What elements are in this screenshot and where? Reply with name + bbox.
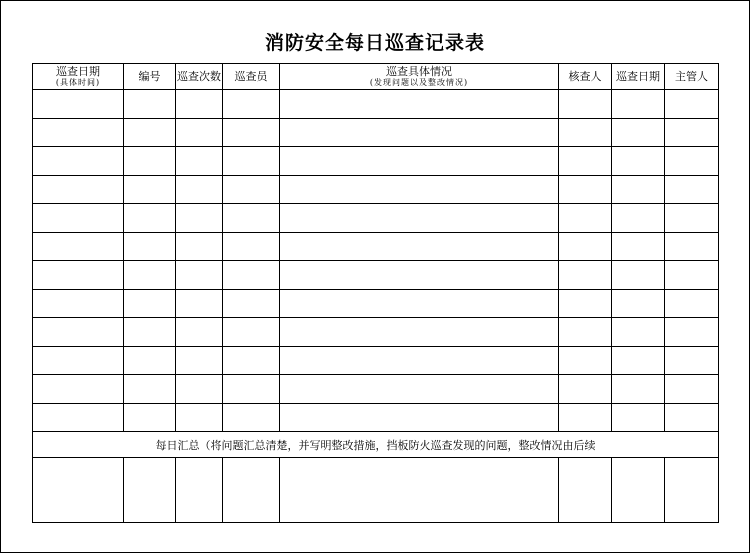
col-header-verifier: 核查人 [559,64,612,90]
table-cell[interactable] [176,403,223,432]
table-cell[interactable] [33,118,124,147]
table-cell[interactable] [124,90,176,119]
table-cell[interactable] [223,375,280,404]
table-cell[interactable] [124,204,176,233]
summary-entry-cell[interactable] [223,458,280,523]
table-cell[interactable] [280,90,559,119]
table-cell[interactable] [223,90,280,119]
table-cell[interactable] [223,204,280,233]
table-cell[interactable] [280,204,559,233]
summary-entry-cell[interactable] [665,458,719,523]
table-cell[interactable] [33,204,124,233]
table-row [33,118,719,147]
table-cell[interactable] [124,403,176,432]
summary-entry-cell[interactable] [176,458,223,523]
table-cell[interactable] [612,261,665,290]
table-cell[interactable] [176,204,223,233]
table-row [33,90,719,119]
table-cell[interactable] [280,346,559,375]
table-cell[interactable] [280,261,559,290]
table-cell[interactable] [33,175,124,204]
table-cell[interactable] [280,175,559,204]
table-cell[interactable] [223,118,280,147]
col-header-patrol-date-2: 巡查日期 [612,64,665,90]
col-header-inspector: 巡查员 [223,64,280,90]
table-row [33,318,719,347]
table-cell[interactable] [280,289,559,318]
table-cell[interactable] [665,289,719,318]
col-header-details: 巡查具体情况 (发现问题以及整改情况) [280,64,559,90]
summary-row [33,432,719,458]
table-cell[interactable] [223,232,280,261]
col-header-number: 编号 [124,64,176,90]
table-cell[interactable] [33,90,124,119]
table-cell[interactable] [223,175,280,204]
table-cell[interactable] [612,375,665,404]
record-body [33,90,719,432]
table-cell[interactable] [559,403,612,432]
table-cell[interactable] [176,118,223,147]
table-cell[interactable] [665,90,719,119]
table-row [33,175,719,204]
table-cell[interactable] [665,261,719,290]
summary-entry-row [33,458,719,523]
table-cell[interactable] [176,232,223,261]
table-cell[interactable] [124,175,176,204]
table-cell[interactable] [559,318,612,347]
table-cell[interactable] [223,318,280,347]
table-cell[interactable] [612,318,665,347]
table-cell[interactable] [33,403,124,432]
table-cell[interactable] [280,147,559,176]
table-cell[interactable] [612,90,665,119]
table-cell[interactable] [124,261,176,290]
col-header-supervisor: 主管人 [665,64,719,90]
table-cell[interactable] [665,118,719,147]
table-cell[interactable] [612,204,665,233]
table-cell[interactable] [33,147,124,176]
table-cell[interactable] [612,118,665,147]
table-cell[interactable] [665,175,719,204]
summary-entry-cell[interactable] [33,458,124,523]
table-cell[interactable] [33,261,124,290]
col-header-patrol-count: 巡查次数 [176,64,223,90]
daily-summary-label: 每日汇总（将问题汇总清楚，并写明整改措施，挡板防火巡查发现的问题，整改情况由后续 [33,432,719,458]
table-cell[interactable] [124,346,176,375]
table-row [33,261,719,290]
table-cell[interactable] [176,318,223,347]
table-cell[interactable] [612,403,665,432]
summary-entry-cell[interactable] [124,458,176,523]
table-row [33,375,719,404]
table-cell[interactable] [176,90,223,119]
table-cell[interactable] [176,346,223,375]
table-cell[interactable] [124,318,176,347]
table-row [33,346,719,375]
table-cell[interactable] [223,346,280,375]
table-cell[interactable] [559,261,612,290]
table-cell[interactable] [665,403,719,432]
table-cell[interactable] [612,175,665,204]
summary-entry-cell[interactable] [612,458,665,523]
table-row [33,232,719,261]
table-cell[interactable] [665,232,719,261]
table-cell[interactable] [33,346,124,375]
table-cell[interactable] [665,346,719,375]
table-cell[interactable] [124,375,176,404]
table-cell[interactable] [124,232,176,261]
form-title: 消防安全每日巡查记录表 [264,32,485,54]
table-row [33,147,719,176]
table-cell[interactable] [33,318,124,347]
table-cell[interactable] [223,289,280,318]
table-cell[interactable] [559,346,612,375]
table-cell[interactable] [124,147,176,176]
summary-entry-cell[interactable] [280,458,559,523]
table-cell[interactable] [33,375,124,404]
table-cell[interactable] [124,289,176,318]
table-cell[interactable] [223,261,280,290]
table-cell[interactable] [280,232,559,261]
col-header-patrol-date: 巡查日期 (具体时间) [33,64,124,90]
header-row [33,64,719,90]
table-cell[interactable] [559,232,612,261]
table-cell[interactable] [176,289,223,318]
table-cell[interactable] [176,375,223,404]
table-row [33,204,719,233]
table-row [33,289,719,318]
table-cell[interactable] [559,118,612,147]
table-cell[interactable] [33,289,124,318]
table-cell[interactable] [33,232,124,261]
table-cell[interactable] [665,204,719,233]
table-cell[interactable] [124,118,176,147]
table-cell[interactable] [612,346,665,375]
patrol-record-table [32,63,719,523]
table-cell[interactable] [665,375,719,404]
table-cell[interactable] [559,375,612,404]
table-cell[interactable] [280,318,559,347]
table-cell[interactable] [665,318,719,347]
table-cell[interactable] [223,147,280,176]
table-row [33,403,719,432]
table-cell[interactable] [223,403,280,432]
table-cell[interactable] [176,261,223,290]
table-cell[interactable] [612,289,665,318]
table-cell[interactable] [559,90,612,119]
table-cell[interactable] [612,147,665,176]
table-cell[interactable] [559,204,612,233]
table-cell[interactable] [280,118,559,147]
table-cell[interactable] [559,147,612,176]
table-cell[interactable] [280,375,559,404]
table-cell[interactable] [176,147,223,176]
table-cell[interactable] [559,289,612,318]
table-cell[interactable] [612,232,665,261]
table-cell[interactable] [665,147,719,176]
table-cell[interactable] [559,175,612,204]
table-cell[interactable] [280,403,559,432]
table-cell[interactable] [176,175,223,204]
summary-entry-cell[interactable] [559,458,612,523]
